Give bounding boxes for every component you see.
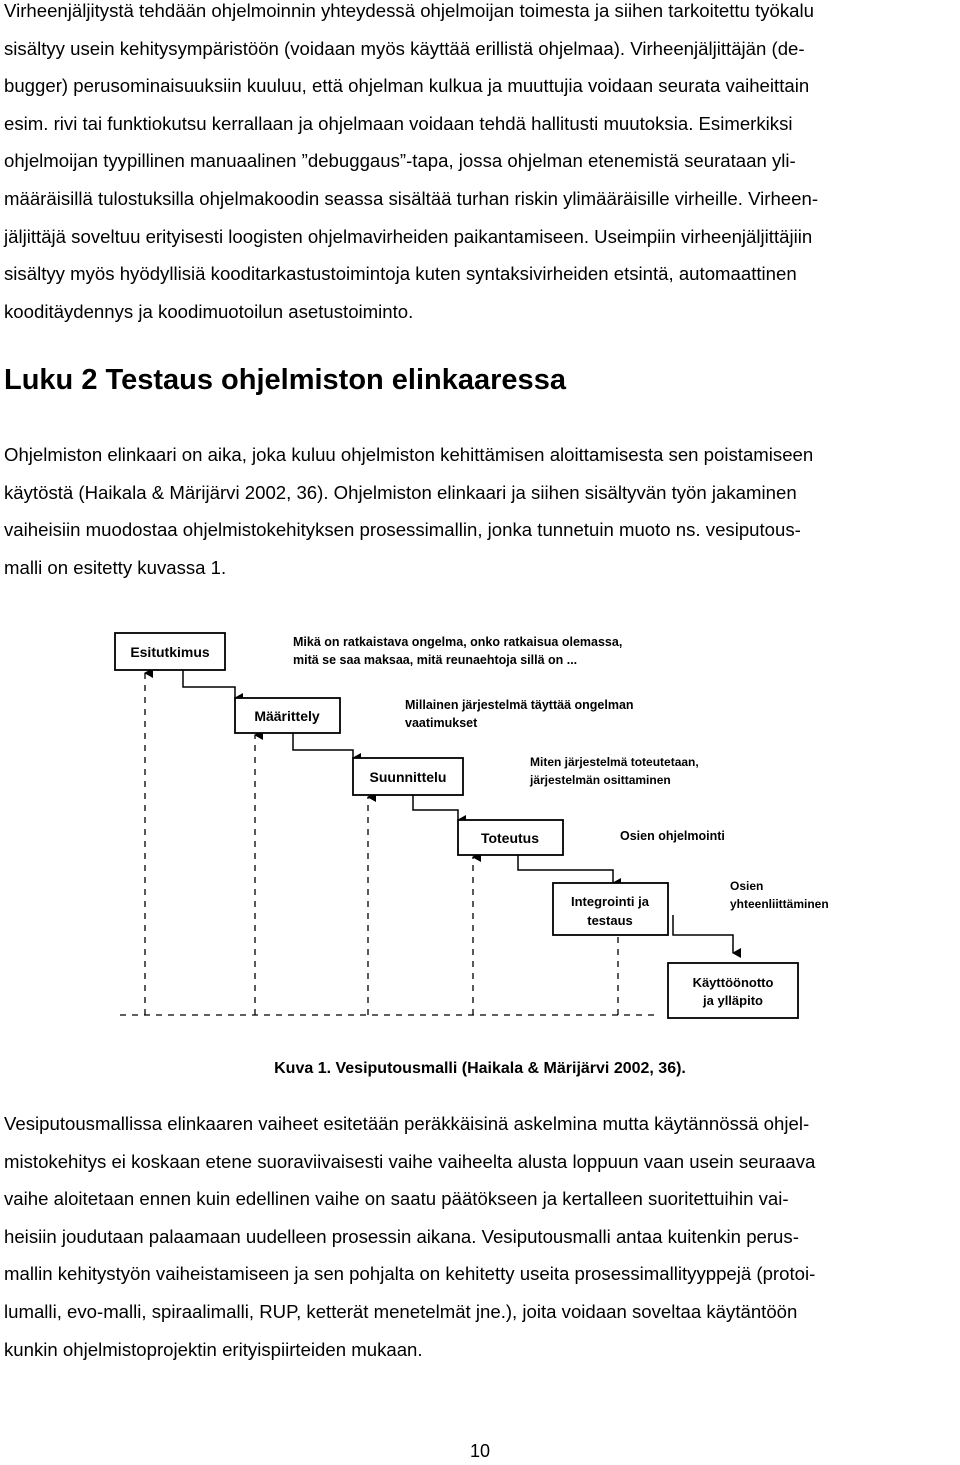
text-line: heisiin joudutaan palaamaan uudelleen prosessin aikana. Vesiputousmalli antaa kuitenkin perus- [4, 1225, 799, 1247]
text-line: mistokehitys ei koskaan etene suoraviivaisesti vaihe vaiheelta alusta loppuun vaan usein seuraava [4, 1150, 816, 1172]
paragraph-waterfall [4, 1105, 959, 1368]
stage-label: Esitutkimus [130, 644, 210, 660]
paragraph-debugging [4, 0, 959, 330]
stage-description: järjestelmän osittaminen [530, 773, 671, 787]
stage-label: testaus [587, 913, 633, 928]
stage-label: ja ylläpito [703, 993, 763, 1008]
stage-label: Määrittely [254, 708, 320, 724]
text-line: kooditäydennys ja koodimuotoilun asetustoiminto. [4, 300, 414, 322]
text-line: esim. rivi tai funktiokutsu kerrallaan ja ohjelmaan voidaan tehdä hallitusti muutoksia. Esimerkiksi [4, 112, 793, 134]
chapter-heading: Luku 2 Testaus ohjelmiston elinkaaressa [4, 364, 566, 396]
figure-caption: Kuva 1. Vesiputousmalli (Haikala & Märijärvi 2002, 36). [274, 1060, 686, 1077]
stage-description: yhteenliittäminen [730, 897, 829, 911]
text-line: Ohjelmiston elinkaari on aika, joka kuluu ohjelmiston kehittämisen aloittamisesta sen poistamiseen [4, 444, 814, 465]
text-line: määräisillä tulostuksilla ohjelmakoodin seassa sisältää turhan riskin ylimääräisille virheille. Virheen- [4, 187, 819, 209]
text-line: ohjelmoijan tyypillinen manuaalinen ”debuggaus”-tapa, jossa ohjelman etenemistä seurataan yli- [4, 150, 796, 172]
text-line: jäljittäjä soveltuu erityisesti loogisten ohjelmavirheiden paikantamiseen. Useimpiin virheenjäljittäjiin [4, 225, 813, 247]
text-line: kunkin ohjelmistoprojektin erityispiirteiden mukaan. [4, 1338, 423, 1360]
stage-label: Integrointi ja [571, 894, 649, 909]
stage-label: Suunnittelu [369, 769, 447, 785]
text-line: vaiheisiin muodostaa ohjelmistokehityksen prosessimallin, jonka tunnetuin muoto ns. vesiputous- [4, 519, 801, 541]
stage-description: vaatimukset [405, 716, 478, 730]
page-number: 10 [469, 1441, 491, 1461]
flow-connector [413, 795, 458, 820]
stage-box-kayttoonotto [668, 963, 798, 1018]
text-line: mallin kehitystyön vaiheistamiseen ja sen pohjalta on kehitetty useita prosessimallityyppejä (protoi- [4, 1263, 816, 1285]
flow-connector [518, 855, 613, 883]
text-line: lumalli, evo-malli, spiraalimalli, RUP, ketterät menetelmät jne.), joita voidaan soveltaa käytäntöön [4, 1300, 798, 1322]
stage-description: mitä se saa maksaa, mitä reunaehtoja sillä on ... [293, 653, 578, 667]
text-line: sisältyy usein kehitysympäristöön (voidaan myös käyttää erillistä ohjelmaa). Virheenjäljittäjän (de- [4, 37, 805, 59]
text-line: vaihe aloitetaan ennen kuin edellinen vaihe on saatu päätökseen ja kertalleen suoritettuihin vai- [4, 1188, 789, 1210]
stage-description: Osien [730, 879, 764, 893]
stage-description: Miten järjestelmä toteutetaan, [530, 755, 699, 769]
flow-connector [293, 733, 353, 758]
text-line: bugger) perusominaisuuksiin kuuluu, että ohjelman kulkua ja muuttujia voidaan seurata vaiheittain [4, 75, 810, 97]
text-line: sisältyy myös hyödyllisiä kooditarkastustoimintoja kuten syntaksivirheiden etsintä, automaattinen [4, 263, 797, 285]
stage-description: Millainen järjestelmä täyttää ongelman [405, 698, 634, 712]
paragraph-lifecycle [4, 436, 959, 586]
text-line: malli on esitetty kuvassa 1. [4, 556, 227, 578]
text-line: käytöstä (Haikala & Märijärvi 2002, 36). Ohjelmiston elinkaari ja siihen sisältyvän työn jakaminen [4, 481, 797, 503]
stage-description: Mikä on ratkaistava ongelma, onko ratkaisua olemassa, [293, 635, 623, 649]
stage-label: Toteutus [480, 830, 540, 846]
stage-label: Käyttöönotto [692, 975, 774, 990]
waterfall-diagram [100, 615, 830, 1035]
text-line: Vesiputousmallissa elinkaaren vaiheet esitetään peräkkäisinä askelmina mutta käytännössä ohjel- [4, 1113, 810, 1134]
stage-description: Osien ohjelmointi [620, 829, 725, 843]
flow-connector [183, 670, 235, 698]
flow-connector [673, 915, 733, 953]
text-line: Virheenjäljitystä tehdään ohjelmoinnin yhteydessä ohjelmoijan toimesta ja siihen tarkoitettu työkalu [4, 0, 814, 21]
